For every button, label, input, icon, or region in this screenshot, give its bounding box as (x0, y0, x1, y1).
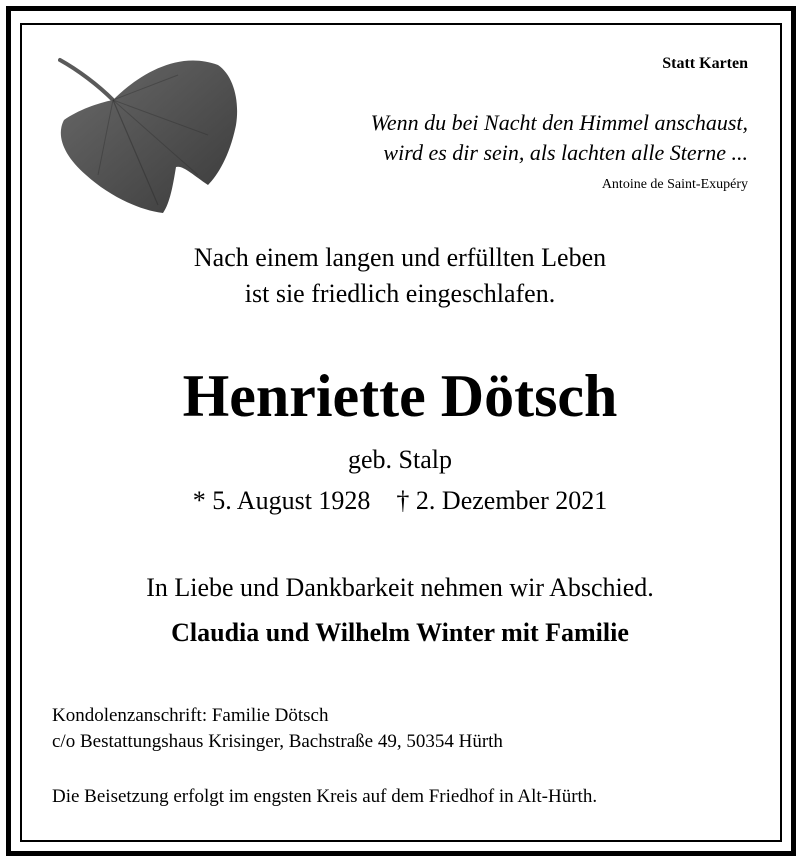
statt-karten-label: Statt Karten (662, 55, 748, 72)
condolence-line-1: Kondolenzanschrift: Familie Dötsch (52, 705, 329, 726)
intro-text (0, 240, 800, 312)
quote-line-1: Wenn du bei Nacht den Himmel anschaust, (370, 110, 748, 135)
ginkgo-leaf-icon (58, 55, 240, 217)
quote-author: Antoine de Saint-Exupéry (601, 177, 748, 192)
intro-line-1: Nach einem langen und erfüllten Leben (193, 243, 607, 272)
quote-line-2: wird es dir sein, als lachten alle Sterne ... (383, 140, 748, 165)
deceased-name: Henriette Dötsch (182, 363, 618, 429)
family-names: Claudia und Wilhelm Winter mit Familie (171, 618, 629, 647)
condolence-address (52, 703, 503, 755)
condolence-line-2: c/o Bestattungshaus Krisinger, Bachstraße 49, 50354 Hürth (52, 731, 503, 752)
quote (371, 108, 748, 168)
farewell-text: In Liebe und Dankbarkeit nehmen wir Abschied. (146, 573, 654, 602)
intro-line-2: ist sie friedlich eingeschlafen. (244, 279, 556, 308)
burial-note: Die Beisetzung erfolgt im engsten Kreis auf dem Friedhof in Alt-Hürth. (52, 786, 598, 807)
life-dates: * 5. August 1928 † 2. Dezember 2021 (192, 486, 608, 515)
maiden-name: geb. Stalp (348, 445, 452, 474)
